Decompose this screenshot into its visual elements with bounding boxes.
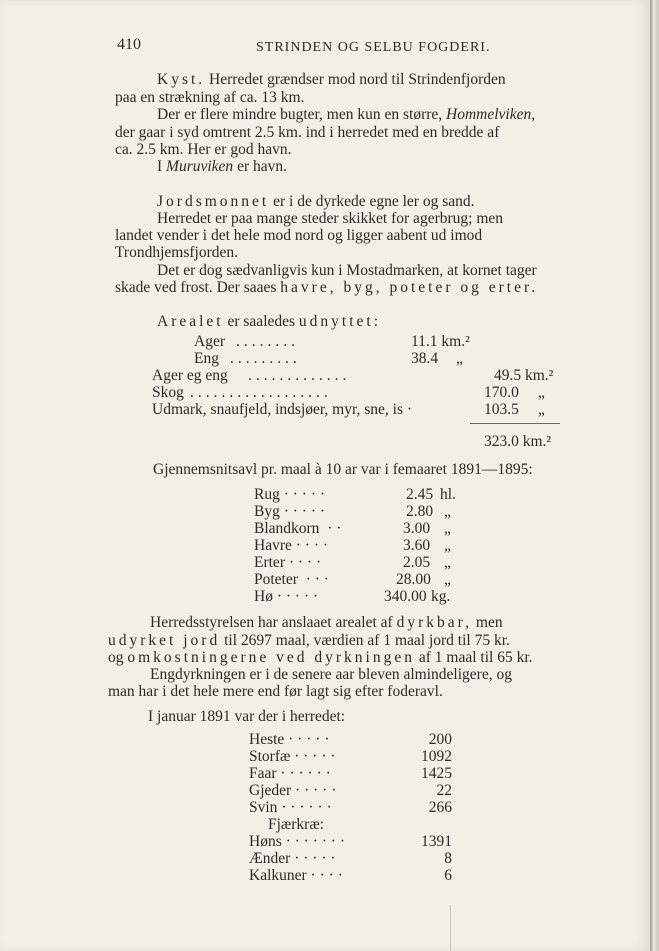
yield-row: Erter · · · · (254, 554, 322, 571)
text-line: Herredsstyrelsen har anslaaet arealet af dyrkbar, men (150, 614, 503, 631)
text-line: Herredet er paa mange steder skikket for agerbrug; men (157, 210, 504, 227)
text-line: og omkostningerne ved dyrkningen af 1 maal til 65 kr. (108, 649, 533, 666)
areal-row-skog: Skog (152, 384, 184, 401)
page-edge (650, 0, 659, 951)
poultry-row: Høns · · · · · · · (249, 833, 345, 850)
page-crease (450, 905, 451, 951)
livestock-row: Svin · · · · · · (249, 799, 332, 816)
leader-dots: ......... (230, 350, 301, 367)
livestock-value: 1425 (421, 765, 452, 782)
livestock-intro: I januar 1891 var der i herredet: (148, 708, 346, 725)
ditto-mark: „ (538, 401, 545, 418)
text-line: paa en strækning af ca. 13 km. (115, 89, 305, 106)
areal-row-ager-eng: Ager eg eng (152, 367, 228, 384)
poultry-row: Kalkuner · · · · (249, 867, 343, 884)
text-line: I Muruviken er havn. (157, 158, 287, 175)
text-line: skade ved frost. Der saaes havre, byg, poteter og erter. (115, 279, 539, 296)
livestock-row: Faar · · · · · · (249, 765, 331, 782)
areal-value: 38.4 (411, 350, 439, 367)
yield-value: 28.00 (396, 571, 431, 588)
paragraph-kyst-line: Kyst. Herredet grændser mod nord til Strindenfjorden (157, 71, 506, 88)
yield-unit: hl. (440, 486, 456, 503)
livestock-value: 22 (436, 782, 452, 799)
poultry-heading: Fjærkræ: (268, 816, 324, 833)
ditto-mark: „ (444, 503, 451, 520)
poultry-row: Ænder · · · · · (249, 850, 336, 867)
poultry-value: 8 (444, 850, 452, 867)
text-line: Engdyrkningen er i de senere aar bleven almindeligere, og (150, 666, 512, 683)
yield-value: 340.00 (384, 588, 427, 605)
areal-total: 323.0 km.² (484, 433, 552, 450)
text-line: landet vender i det hele mod nord og ligger aabent ud imod (115, 227, 483, 244)
ditto-mark: „ (538, 384, 545, 401)
yield-value: 3.00 (403, 520, 431, 537)
text-line: Det er dog sædvanligvis kun i Mostadmarken, at kornet tager (157, 262, 537, 279)
running-title: STRINDEN OG SELBU FOGDERI. (256, 40, 491, 55)
text-line: udyrket jord til 2697 maal, værdien af 1 maal jord til 75 kr. (108, 632, 510, 649)
yield-row: Hø · · · · · (254, 588, 319, 605)
areal-row-eng: Eng (194, 350, 219, 367)
ditto-mark: „ (444, 571, 451, 588)
yield-value: 3.60 (403, 537, 431, 554)
yield-row: Rug · · · · · (254, 486, 326, 503)
livestock-row: Storfæ · · · · · (249, 748, 336, 765)
leader-dots: ........ (236, 333, 299, 350)
text-line: man har i det hele mere end før lagt sig efter foderavl. (108, 683, 443, 700)
ditto-mark: „ (444, 520, 451, 537)
page-number: 410 (117, 36, 141, 53)
areal-row-ager: Ager (194, 333, 225, 350)
yield-value: 2.80 (406, 503, 434, 520)
livestock-value: 200 (428, 731, 452, 748)
areal-intro: Arealet er saaledes udnyttet: (157, 313, 382, 330)
text-line: Der er flere mindre bugter, men kun en større, Hommelviken, (157, 106, 536, 123)
yield-value: 2.45 (406, 486, 434, 503)
yield-row: Havre · · · · (254, 537, 329, 554)
text-line: Trondhjemsfjorden. (115, 244, 238, 261)
yield-value: 2.05 (403, 554, 431, 571)
areal-value: 103.5 (484, 401, 519, 418)
yield-row: Blandkorn · · (254, 520, 342, 537)
text-line: der gaar i syd omtrent 2.5 km. ind i herredet med en bredde af (115, 124, 500, 141)
areal-value: 49.5 km.² (494, 367, 554, 384)
livestock-row: Gjeder · · · · · (249, 782, 337, 799)
yield-unit: kg. (431, 588, 451, 605)
leader-dots: ............. (248, 367, 351, 384)
livestock-value: 266 (428, 799, 452, 816)
livestock-row: Heste · · · · · (249, 731, 330, 748)
yield-row: Poteter · · · (254, 571, 329, 588)
paragraph-jordsmonnet-line: Jordsmonnet er i de dyrkede egne ler og sand. (157, 193, 475, 210)
ditto-mark: „ (444, 537, 451, 554)
yield-row: Byg · · · · · (254, 503, 326, 520)
areal-value: 170.0 (484, 384, 519, 401)
poultry-value: 1391 (421, 833, 452, 850)
text-line: ca. 2.5 km. Her er god havn. (115, 141, 292, 158)
poultry-value: 6 (444, 867, 452, 884)
ditto-mark: „ (444, 554, 451, 571)
areal-row-udmark: Udmark, snaufjeld, indsjøer, myr, sne, is · (152, 401, 413, 418)
ditto-mark: „ (456, 350, 463, 367)
yield-intro: Gjennemsnitsavl pr. maal à 10 ar var i femaaret 1891—1895: (153, 461, 533, 478)
livestock-value: 1092 (421, 748, 452, 765)
areal-value: 11.1 km.² (411, 333, 470, 350)
sum-rule (470, 423, 560, 424)
leader-dots: .................. (190, 384, 332, 401)
